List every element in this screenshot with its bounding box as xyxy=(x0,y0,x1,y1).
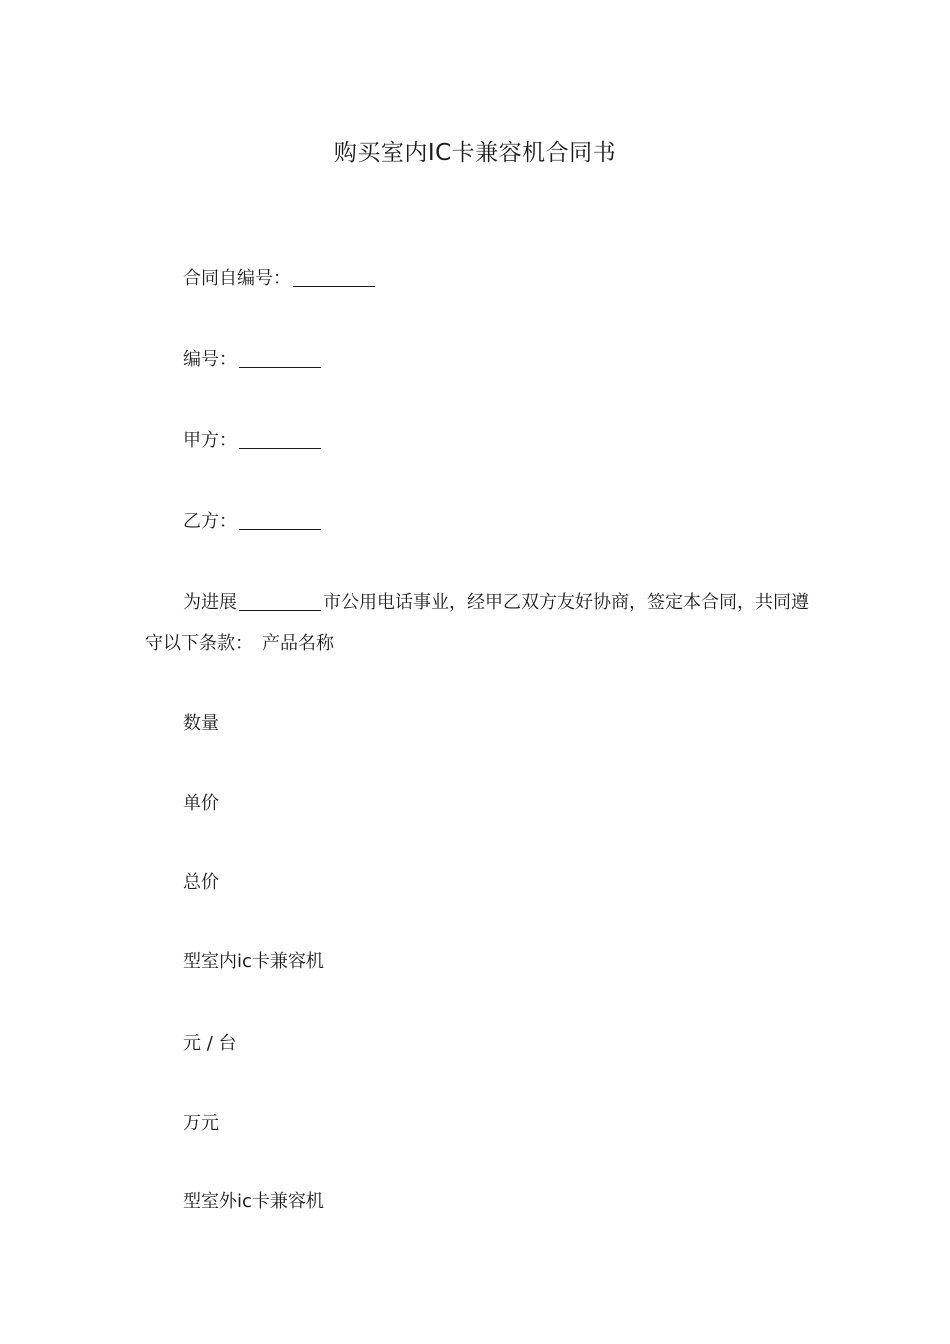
intro-suffix: 市公用电话事业，经甲乙双方友好协商，签定本合同，共同遵守以下条款： xyxy=(145,592,809,654)
contract-self-number-label: 合同自编号： xyxy=(183,268,291,289)
number-label: 编号： xyxy=(183,349,237,370)
document-title: 购买室内IC卡兼容机合同书 xyxy=(333,140,617,166)
outdoor-item-line: 型室外ic卡兼容机 xyxy=(183,1191,324,1212)
product-name-label: 产品名称 xyxy=(262,633,334,654)
party-a-line xyxy=(183,429,323,453)
party-a-blank[interactable] xyxy=(239,430,321,449)
contract-self-number-line xyxy=(183,267,377,291)
party-b-blank[interactable] xyxy=(239,511,321,530)
indoor-item-line: 型室内ic卡兼容机 xyxy=(183,951,324,972)
total-price-line: 总价 xyxy=(183,872,219,893)
party-b-line xyxy=(183,510,323,534)
unit-price-line: 单价 xyxy=(183,793,219,814)
unit-yuan-per-set-line: 元 / 台 xyxy=(183,1033,237,1054)
party-a-label: 甲方： xyxy=(183,430,237,451)
city-blank[interactable] xyxy=(239,592,321,611)
number-line xyxy=(183,348,323,372)
unit-wan-yuan-line: 万元 xyxy=(183,1113,219,1134)
contract-self-number-blank[interactable] xyxy=(293,268,375,287)
intro-prefix: 为进展 xyxy=(183,592,237,613)
intro-paragraph xyxy=(145,582,815,664)
quantity-line: 数量 xyxy=(183,713,219,734)
party-b-label: 乙方： xyxy=(183,511,237,532)
number-blank[interactable] xyxy=(239,349,321,368)
